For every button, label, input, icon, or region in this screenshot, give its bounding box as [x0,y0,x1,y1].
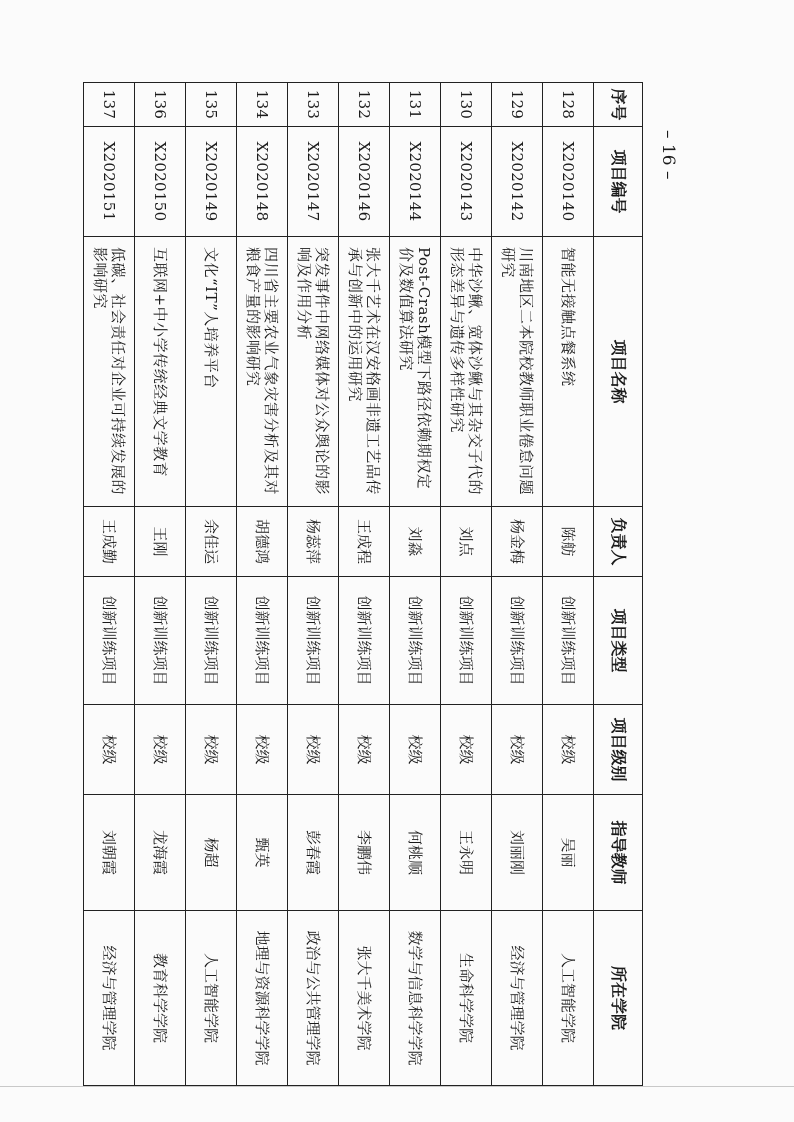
table-row [84,83,135,1086]
cell-project-type: 创新训练项目 [441,577,492,705]
cell-advisor: 甄英 [237,795,288,911]
cell-leader: 余佳运 [186,507,237,577]
cell-project-type: 创新训练项目 [186,577,237,705]
cell-index: 132 [339,83,390,127]
cell-project-level: 校级 [135,705,186,795]
header-project-name: 项目名称 [594,237,643,507]
cell-project-name: 张大千艺术在汉安格画非遗工艺品传承与创新中的运用研究 [339,237,390,507]
cell-advisor: 王永明 [441,795,492,911]
cell-advisor: 彭春霞 [288,795,339,911]
cell-project-id: X2020147 [288,127,339,237]
cell-leader: 王成勤 [84,507,135,577]
cell-project-level: 校级 [339,705,390,795]
cell-project-id: X2020142 [492,127,543,237]
table-row [492,83,543,1086]
cell-project-type: 创新训练项目 [135,577,186,705]
cell-project-type: 创新训练项目 [543,577,594,705]
cell-project-level: 校级 [84,705,135,795]
cell-project-level: 校级 [492,705,543,795]
cell-college: 张大千美术学院 [339,911,390,1086]
table-row [339,83,390,1086]
cell-college: 地理与资源科学学院 [237,911,288,1086]
cell-college: 人工智能学院 [543,911,594,1086]
cell-index: 128 [543,83,594,127]
cell-project-id: X2020146 [339,127,390,237]
cell-index: 135 [186,83,237,127]
cell-project-type: 创新训练项目 [288,577,339,705]
cell-project-type: 创新训练项目 [492,577,543,705]
cell-college: 经济与管理学院 [492,911,543,1086]
cell-project-level: 校级 [441,705,492,795]
header-index: 序号 [594,83,643,127]
header-leader: 负责人 [594,507,643,577]
header-project-type: 项目类型 [594,577,643,705]
cell-project-type: 创新训练项目 [339,577,390,705]
header-advisor: 指导教师 [594,795,643,911]
cell-index: 129 [492,83,543,127]
cell-index: 133 [288,83,339,127]
cell-project-name: 中华沙鳅、宽体沙鳅与其杂交子代的形态差异与遗传多样性研究 [441,237,492,507]
bottom-divider [0,1086,794,1087]
cell-project-id: X2020149 [186,127,237,237]
cell-leader: 王刚 [135,507,186,577]
cell-project-id: X2020140 [543,127,594,237]
cell-project-name: 低碳、社会责任对企业可持续发展的影响研究 [84,237,135,507]
cell-project-name: 文化“IT”人培养平台 [186,237,237,507]
cell-advisor: 杨超 [186,795,237,911]
cell-leader: 杨蕊萍 [288,507,339,577]
cell-college: 经济与管理学院 [84,911,135,1086]
cell-index: 131 [390,83,441,127]
cell-index: 137 [84,83,135,127]
cell-advisor: 李鹏伟 [339,795,390,911]
cell-project-name: 突发事件中网络媒体对公众舆论的影响及作用分析 [288,237,339,507]
table-row [186,83,237,1086]
cell-project-level: 校级 [543,705,594,795]
cell-project-id: X2020144 [390,127,441,237]
cell-project-id: X2020143 [441,127,492,237]
cell-advisor: 何桃顺 [390,795,441,911]
table-row [288,83,339,1086]
page-number: – 16 – [658,130,678,180]
table-row [135,83,186,1086]
cell-project-name: 四川省主要农业气象灾害分析及其对粮食产量的影响研究 [237,237,288,507]
cell-leader: 陈舫 [543,507,594,577]
cell-project-level: 校级 [288,705,339,795]
cell-project-name: Post-Crash模型下路径依赖期权定价及数值算法研究 [390,237,441,507]
table-row [237,83,288,1086]
header-project-id: 项目编号 [594,127,643,237]
cell-leader: 刘淼 [390,507,441,577]
cell-project-name: 互联网+中小学传统经典文学教育 [135,237,186,507]
cell-index: 130 [441,83,492,127]
cell-college: 生命科学学院 [441,911,492,1086]
cell-project-type: 创新训练项目 [237,577,288,705]
cell-project-type: 创新训练项目 [390,577,441,705]
cell-project-id: X2020148 [237,127,288,237]
table-row [543,83,594,1086]
project-table [83,82,643,1086]
cell-college: 人工智能学院 [186,911,237,1086]
cell-project-name: 智能无接触点餐系统 [543,237,594,507]
cell-leader: 杨金梅 [492,507,543,577]
cell-project-name: 川南地区二本院校教师职业倦怠问题研究 [492,237,543,507]
cell-advisor: 刘朝霞 [84,795,135,911]
cell-project-id: X2020151 [84,127,135,237]
cell-project-level: 校级 [390,705,441,795]
cell-index: 136 [135,83,186,127]
cell-index: 134 [237,83,288,127]
table-row [441,83,492,1086]
header-project-level: 项目级别 [594,705,643,795]
cell-college: 数学与信息科学学院 [390,911,441,1086]
cell-project-level: 校级 [186,705,237,795]
rotated-table-page [91,82,643,1085]
cell-advisor: 刘丽刚 [492,795,543,911]
cell-project-id: X2020150 [135,127,186,237]
cell-college: 政治与公共管理学院 [288,911,339,1086]
cell-leader: 王成程 [339,507,390,577]
cell-advisor: 吴丽 [543,795,594,911]
table-row [390,83,441,1086]
cell-advisor: 龙海霞 [135,795,186,911]
cell-project-level: 校级 [237,705,288,795]
cell-leader: 刘点 [441,507,492,577]
table-header-row [594,83,643,1086]
cell-college: 教育科学学院 [135,911,186,1086]
header-college: 所在学院 [594,911,643,1086]
cell-project-type: 创新训练项目 [84,577,135,705]
cell-leader: 胡德鸿 [237,507,288,577]
